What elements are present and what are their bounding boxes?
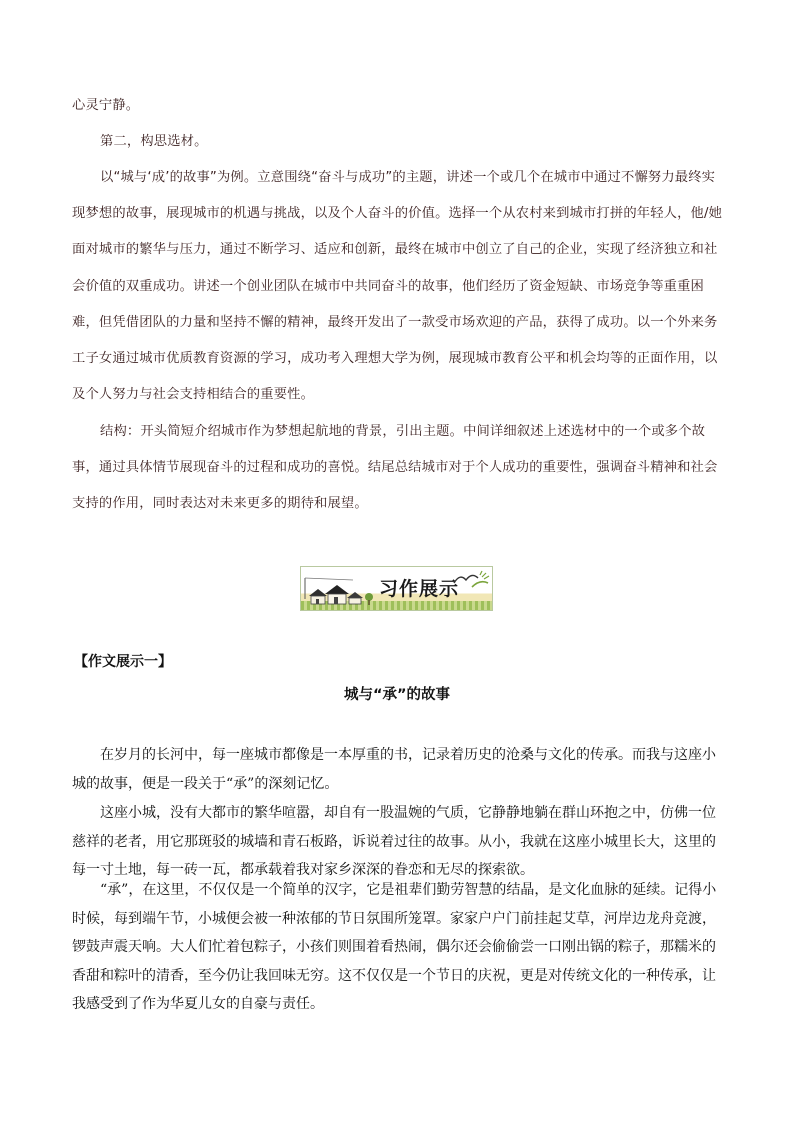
paragraph-structure: 结构：开头简短介绍城市作为梦想起航地的背景，引出主题。中间详细叙述上述选材中的一个或多个故事，通过具体情节展现奋斗的过程和成功的喜悦。结尾总结城市对于个人成功的重要性，强调奋斗精神和社会支持的作用，同时表达对未来更多的期待和展望。 [72, 424, 718, 512]
essay-paragraph: 在岁月的长河中，每一座城市都像是一本厚重的书，记录着历史的沧桑与文化的传承。而我与这座小城的故事，便是一段关于“承”的深刻记忆。 [72, 747, 716, 792]
essay-paragraph: “承”，在这里，不仅仅是一个简单的汉字，它是祖辈们勤劳智慧的结晶，是文化血脉的延续。记得小时候，每到端午节，小城便会被一种浓郁的节日氛围所笼罩。家家户户门前挂起艾草，河岸边龙舟竞渡，锣鼓声震天响。大人们忙着包粽子，小孩们则围着看热闹，偶尔还会偷偷尝一口刚出锅的粽子，那糯米的香甜和粽叶的清香，至今仍让我回味无穷。这不仅仅是一个节日的庆祝，更是对传统文化的一种传承，让我感受到了作为华夏儿女的自豪与责任。 [72, 882, 717, 1012]
section-banner [300, 566, 493, 611]
paragraph-example: 以“城与‘成’的故事”为例。立意围绕“奋斗与成功”的主题，讲述一个或几个在城市中通过不懈努力最终实现梦想的故事，展现城市的机遇与挑战，以及个人奋斗的价值。选择一个从农村来到城市打拼的年轻人，他/她面对城市的繁华与压力，通过不断学习、适应和创新，最终在城市中创立了自己的企业，实现了经济独立和社会价值的双重成功。讲述一个创业团队在城市中共同奋斗的故事，他们经历了资金短缺、市场竞争等重重困难，但凭借团队的力量和坚持不懈的精神，最终开发出了一款受市场欢迎的产品，获得了成功。以一个外来务工子女通过城市优质教育资源的学习，成功考入理想大学为例，展现城市教育公平和机会均等的正面作用，以及个人努力与社会支持相结合的重要性。 [72, 170, 723, 403]
flying-bird-icon [452, 569, 492, 595]
essay-paragraph: 这座小城，没有大都市的繁华喧嚣，却自有一股温婉的气质，它静静地躺在群山环抱之中，仿佛一位慈祥的老者，用它那斑驳的城墙和青石板路，诉说着过往的故事。从小，我就在这座小城里长大，这里的每一寸土地，每一砖一瓦，都承载着我对家乡深深的眷恋和无尽的探索欲。 [72, 805, 716, 878]
village-houses-icon [303, 569, 377, 611]
paragraph-continuation: 心灵宁静。 [72, 98, 140, 113]
essay-title: 城与“承”的故事 [343, 687, 451, 703]
banner-title: 习作展示 [379, 578, 460, 600]
essay-heading: 【作文展示一】 [74, 654, 172, 670]
paragraph-step-two: 第二，构思选材。 [100, 134, 208, 149]
